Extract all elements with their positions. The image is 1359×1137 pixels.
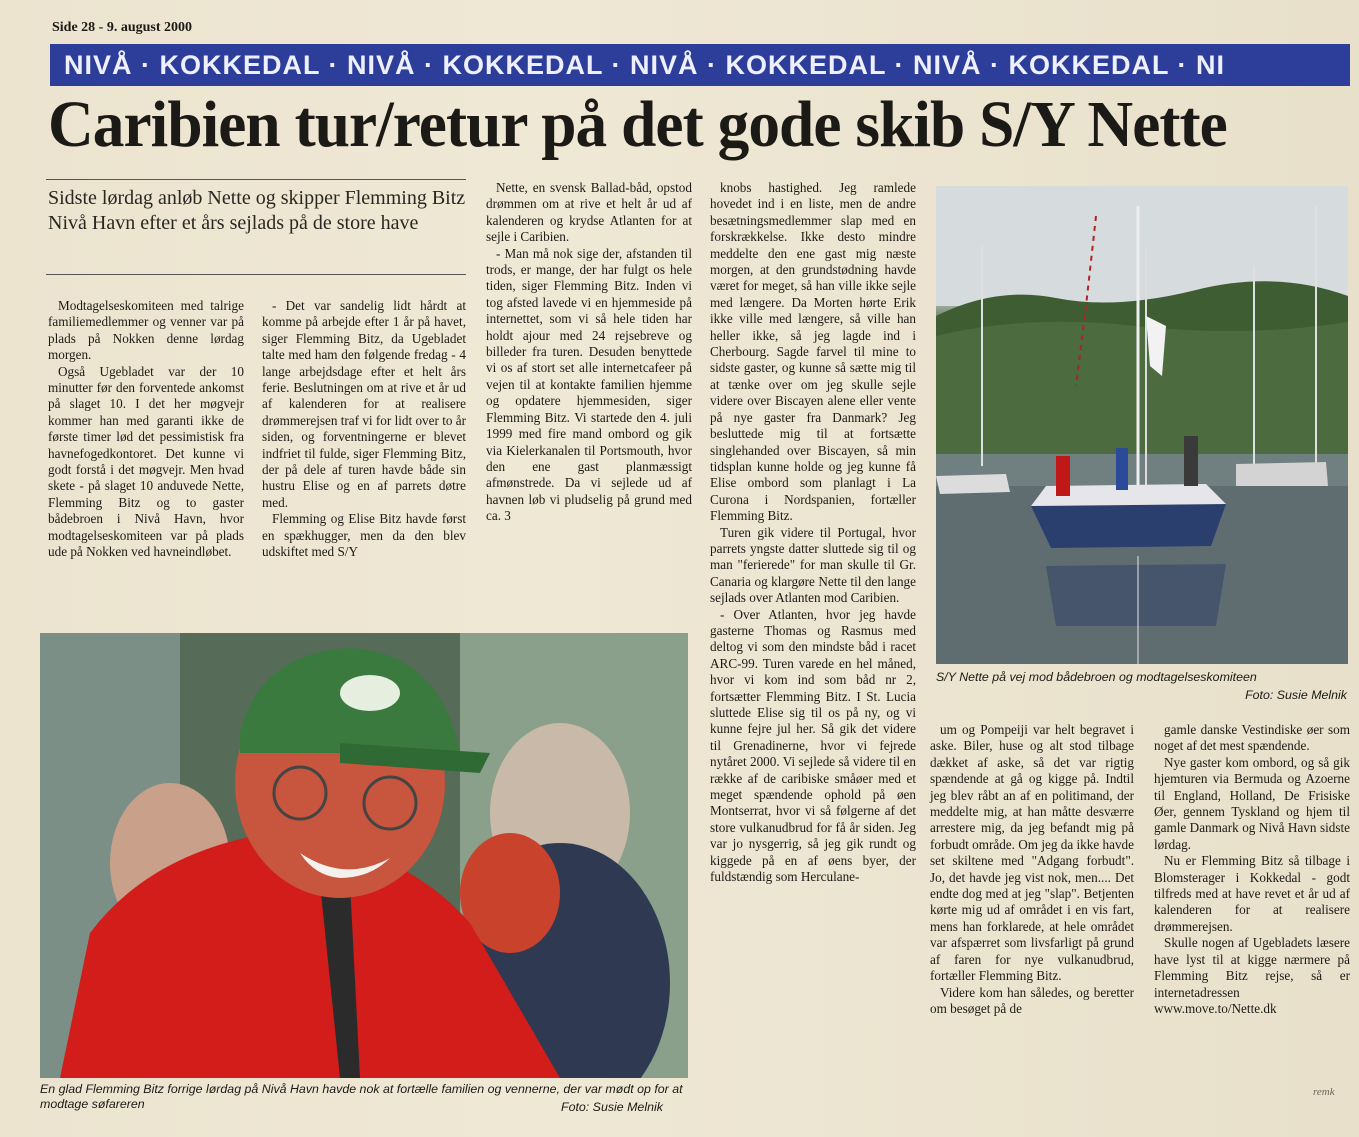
flemming-bitz-photo: [40, 633, 688, 1078]
paragraph: Nye gaster kom ombord, og så gik hjemturen via Bermuda og Azoerne til England, Holland, De Frisiske Øer, gennem Tyskland og hjem til gamle Danmark og Nivå Havn sidste lørdag.: [1154, 754, 1350, 852]
paragraph: - Det var sandelig lidt hårdt at komme på arbejde efter 1 år på havet, siger Flemming Bitz, da Ugebladet talte med ham den følgende fredag - 4 lange arbejdsdage efter et helt års ferie. Beslutningen om at rive et år ud af kalenderen for at realisere drømmerejsen traf vi for lidt over to år siden, og forventningerne er blevet indfriet til fulde, siger Flemming Bitz, der på dele af turen havde både sin hustru Elise og en af parrets døtre med.: [262, 298, 466, 510]
deck: Sidste lørdag anløb Nette og skipper Flemming Bitz Nivå Havn efter et års sejlads på de store have: [48, 187, 466, 234]
article-column-3: [486, 180, 692, 525]
section-banner: NIVÅ · KOKKEDAL · NIVÅ · KOKKEDAL · NIVÅ · KOKKEDAL · NIVÅ · KOKKEDAL · NI: [50, 44, 1350, 86]
paragraph: gamle danske Vestindiske øer som noget af det mest spændende.: [1154, 722, 1350, 754]
sailboat-photo: [936, 186, 1348, 664]
paragraph: Modtagelseskomiteen med talrige familiemedlemmer og venner var på plads på Nokken denne lørdag morgen.: [48, 298, 244, 363]
paragraph: Nu er Flemming Bitz så tilbage i Blomsterager i Kokkedal - godt tilfreds med at have revet et år ud af kalenderen for at realisere drømmerejsen.: [1154, 853, 1350, 934]
portrait-photo-credit: Foto: Susie Melnik: [561, 1100, 663, 1114]
article-column-2: [262, 298, 466, 561]
paragraph: Flemming og Elise Bitz havde først en spækhugger, men da den blev udskiftet med S/Y: [262, 511, 466, 560]
paragraph: Skulle nogen af Ugebladets læsere have lyst til at kigge nærmere på Flemming Bitz rejse, så er internetadressen www.move.to/Nette.dk: [1154, 935, 1350, 1016]
paragraph: - Man må nok sige der, afstanden til trods, er mange, der har fulgt os hele tiden, siger Flemming Bitz. Inden vi tog afsted lavede vi en hjemmeside på internettet, som vi så hele tiden har holdt ajour med 24 rejsebreve og billeder fra turen. Desuden benyttede vi os af stort set alle internetcafeer på vejen til at kontakte familien hjemme og opdatere hjemmesiden, siger Flemming Bitz. Vi startede den 4. juli 1999 med fire mand ombord og gik via Kielerkanalen til Portsmouth, hvor den ene gast planmæssigt afmønstrede. Da vi sejlede ud af havnen løb vi pludselig på grund med ca. 3: [486, 245, 692, 524]
article-column-6: [1154, 722, 1350, 1017]
sailboat-photo-credit: Foto: Susie Melnik: [1245, 688, 1347, 702]
paragraph: Nette, en svensk Ballad-båd, opstod drømmen om at rive et helt år ud af kalenderen og krydse Atlanten for at sejle i Caribien.: [486, 180, 692, 245]
author-signature: remk: [1313, 1086, 1335, 1098]
deck-rule-top: [46, 179, 466, 180]
page-info: Side 28 - 9. august 2000: [52, 20, 193, 35]
paragraph: um og Pompeiji var helt begravet i aske. Biler, huse og alt stod tilbage dækket af aske, så det var rigtig spændende at gå og kigge på. Indtil jeg blev råbt an af en politimand, der meddelte mig, at han måtte desværre arrestere mig, da jeg befandt mig på forbudt område. Om jeg da ikke havde set skiltene med "Adgang forbudt". Jo, det havde jeg vist nok, men.... Det endte dog med at jeg "slap". Betjenten kørte mig ud af området i en vis fart, mens han forklarede, at hele området var afspærret som livsfarligt på grund af faren for nye vulkanudbrud, fortæller Flemming Bitz.: [930, 722, 1134, 984]
headline: Caribien tur/retur på det gode skib S/Y Nette: [48, 88, 1227, 161]
paragraph: Turen gik videre til Portugal, hvor parrets yngste datter sluttede sig til og man "ferierede" for man skulle til Gr. Canaria og klargøre Nette til den lange sejlads over Atlanten mod Caribien.: [710, 524, 916, 606]
paragraph: - Over Atlanten, hvor jeg havde gasterne Thomas og Rasmus med deltog vi som den mindste båd i racet ARC-99. Turen varede en hel måned, hvor vi kom ind som båd nr 2, fortsætter Flemming Bitz. I St. Lucia sluttede Elise sig til os på ny, og vi kunne fejre jul her. Så gik det videre til Grenadinerne, hvor vi fejrede nytåret 2000. Vi sejlede så videre til en række af de caribiske småøer med et meget spændende ophold på øen Montserrat, hvor vi så følgerne af det store vulkanudbrud for få år siden. Jeg var jo nysgerrig, så jeg gik rundt og kiggede på en af øens byer, der fuldstændig som Herculane-: [710, 606, 916, 885]
article-column-4: [710, 180, 916, 885]
article-column-5: [930, 722, 1134, 1017]
deck-rule-bottom: [46, 274, 466, 275]
portrait-illustration: [40, 633, 688, 1078]
paragraph: Også Ugebladet var der 10 minutter før den forventede ankomst på slaget 10. I det her møgvejr kommer han med garanti ikke de første timer lød det pessimistisk fra havnefogedkontoret. Det kunne vi godt forstå i det møgvejr. Men hvad skete - på slaget 10 anduvede Nette, Flemming Bitz og to gaster bådebroen i Nivå Havn, hvor modtagelseskomiteen var på plads ude på Nokken ved havneindløbet.: [48, 363, 244, 560]
paragraph: Videre kom han således, og beretter om besøget på de: [930, 984, 1134, 1016]
portrait-photo-caption: En glad Flemming Bitz forrige lørdag på Nivå Havn havde nok at fortælle familien og vennerne, der var mødt op for at modtage søfareren: [40, 1082, 683, 1111]
sailboat-illustration: [936, 186, 1348, 664]
paragraph: knobs hastighed. Jeg ramlede hovedet ind i en liste, men de andre besætningsmedlemmer slap med en forskrækkelse. Ikke desto mindre meddelte den ene gast mig næste morgen, at den grundstødning havde været for meget, så han ville ikke sejle med længere. Da Morten hørte Erik ikke ville med længere, så ville han heller ikke, så jeg lagde ind i Cherbourg. Sagde farvel til mine to sidste gaster, og kunne så sætte mig til at tænke over om jeg skulle sejle videre over Biscayen alene eller vente på nye gaster fra Danmark? Jeg besluttede mig til at fortsætte singlehanded over Biscayen, så min tidsplan kunne holde og jeg kunne få Elise ombord som planlagt i La Curona i Nordspanien, fortæller Flemming Bitz.: [710, 180, 916, 524]
article-column-1: [48, 298, 244, 561]
sailboat-photo-caption: S/Y Nette på vej mod bådebroen og modtagelseskomiteen: [936, 670, 1257, 684]
